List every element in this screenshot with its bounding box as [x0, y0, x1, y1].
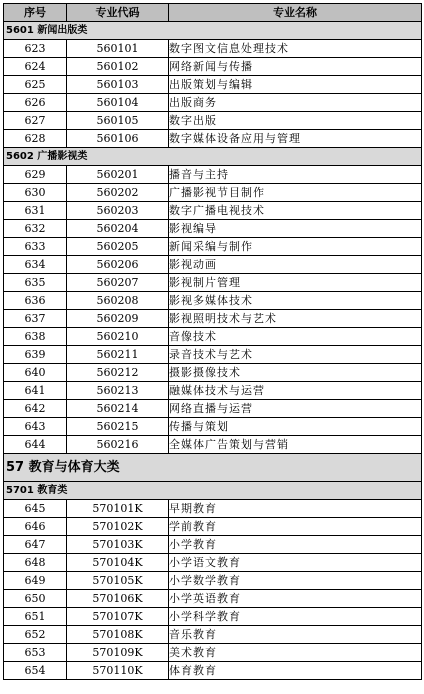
row-code: 570104K: [67, 554, 169, 572]
row-code: 560212: [67, 364, 169, 382]
row-name: 数字广播电视技术: [169, 202, 422, 220]
table-row: [4, 40, 422, 58]
table-row: [4, 94, 422, 112]
major-catalog-table: [3, 3, 422, 680]
row-name: 数字图文信息处理技术: [169, 40, 422, 58]
row-code: 560213: [67, 382, 169, 400]
row-seq: 638: [4, 328, 67, 346]
table-row: [4, 418, 422, 436]
row-code: 560204: [67, 220, 169, 238]
row-seq: 626: [4, 94, 67, 112]
table-row: [4, 238, 422, 256]
row-code: 560209: [67, 310, 169, 328]
subcategory-row: [4, 148, 422, 166]
row-name: 出版策划与编辑: [169, 76, 422, 94]
table-row: [4, 518, 422, 536]
table-row: [4, 292, 422, 310]
row-seq: 627: [4, 112, 67, 130]
row-seq: 635: [4, 274, 67, 292]
row-name: 录音技术与艺术: [169, 346, 422, 364]
subcategory-row: [4, 482, 422, 500]
row-name: 体育教育: [169, 662, 422, 680]
row-code: 570107K: [67, 608, 169, 626]
row-seq: 623: [4, 40, 67, 58]
table-row: [4, 626, 422, 644]
row-seq: 653: [4, 644, 67, 662]
row-seq: 651: [4, 608, 67, 626]
table-row: [4, 76, 422, 94]
row-name: 融媒体技术与运营: [169, 382, 422, 400]
row-name: 播音与主持: [169, 166, 422, 184]
row-name: 小学数学教育: [169, 572, 422, 590]
row-name: 新闻采编与制作: [169, 238, 422, 256]
table-body: [4, 22, 422, 680]
row-code: 560210: [67, 328, 169, 346]
row-code: 570106K: [67, 590, 169, 608]
row-name: 美术教育: [169, 644, 422, 662]
row-name: 影视编导: [169, 220, 422, 238]
row-name: 影视多媒体技术: [169, 292, 422, 310]
table-header: [4, 4, 422, 22]
row-name: 小学英语教育: [169, 590, 422, 608]
row-code: 560208: [67, 292, 169, 310]
row-seq: 629: [4, 166, 67, 184]
row-name: 全媒体广告策划与营销: [169, 436, 422, 454]
row-seq: 634: [4, 256, 67, 274]
header-seq: 序号: [4, 4, 67, 22]
table-row: [4, 130, 422, 148]
table-row: [4, 346, 422, 364]
row-name: 早期教育: [169, 500, 422, 518]
table-row: [4, 436, 422, 454]
subcategory-title: 5701 教育类: [4, 482, 422, 500]
row-code: 560106: [67, 130, 169, 148]
row-code: 560206: [67, 256, 169, 274]
row-code: 560104: [67, 94, 169, 112]
row-name: 影视照明技术与艺术: [169, 310, 422, 328]
table-row: [4, 328, 422, 346]
row-code: 560102: [67, 58, 169, 76]
row-code: 570108K: [67, 626, 169, 644]
row-code: 560211: [67, 346, 169, 364]
row-seq: 649: [4, 572, 67, 590]
table-row: [4, 382, 422, 400]
row-code: 570110K: [67, 662, 169, 680]
row-code: 560103: [67, 76, 169, 94]
row-seq: 654: [4, 662, 67, 680]
row-name: 数字媒体设备应用与管理: [169, 130, 422, 148]
table-row: [4, 274, 422, 292]
row-seq: 643: [4, 418, 67, 436]
table-row: [4, 220, 422, 238]
header-code: 专业代码: [67, 4, 169, 22]
row-code: 560201: [67, 166, 169, 184]
row-seq: 644: [4, 436, 67, 454]
row-code: 560214: [67, 400, 169, 418]
row-seq: 639: [4, 346, 67, 364]
row-seq: 652: [4, 626, 67, 644]
subcategory-row: [4, 22, 422, 40]
table-row: [4, 58, 422, 76]
table-row: [4, 310, 422, 328]
row-code: 560202: [67, 184, 169, 202]
table-row: [4, 590, 422, 608]
row-seq: 624: [4, 58, 67, 76]
row-seq: 630: [4, 184, 67, 202]
row-name: 影视制片管理: [169, 274, 422, 292]
row-name: 传播与策划: [169, 418, 422, 436]
row-seq: 641: [4, 382, 67, 400]
row-seq: 647: [4, 536, 67, 554]
row-name: 广播影视节目制作: [169, 184, 422, 202]
table-row: [4, 572, 422, 590]
table-row: [4, 364, 422, 382]
row-seq: 640: [4, 364, 67, 382]
row-code: 570102K: [67, 518, 169, 536]
row-seq: 633: [4, 238, 67, 256]
row-code: 560203: [67, 202, 169, 220]
header-name: 专业名称: [169, 4, 422, 22]
row-seq: 632: [4, 220, 67, 238]
row-code: 560215: [67, 418, 169, 436]
table-row: [4, 400, 422, 418]
row-seq: 650: [4, 590, 67, 608]
row-seq: 628: [4, 130, 67, 148]
row-code: 560216: [67, 436, 169, 454]
row-code: 560205: [67, 238, 169, 256]
table-row: [4, 184, 422, 202]
subcategory-title: 5601 新闻出版类: [4, 22, 422, 40]
row-name: 出版商务: [169, 94, 422, 112]
table-row: [4, 166, 422, 184]
row-seq: 642: [4, 400, 67, 418]
row-code: 560101: [67, 40, 169, 58]
row-name: 数字出版: [169, 112, 422, 130]
row-code: 570103K: [67, 536, 169, 554]
row-name: 影视动画: [169, 256, 422, 274]
row-seq: 625: [4, 76, 67, 94]
row-code: 570101K: [67, 500, 169, 518]
row-seq: 648: [4, 554, 67, 572]
row-code: 570109K: [67, 644, 169, 662]
table-row: [4, 662, 422, 680]
row-seq: 645: [4, 500, 67, 518]
row-code: 560207: [67, 274, 169, 292]
table-row: [4, 500, 422, 518]
row-name: 摄影摄像技术: [169, 364, 422, 382]
row-name: 小学语文教育: [169, 554, 422, 572]
row-seq: 631: [4, 202, 67, 220]
row-name: 网络新闻与传播: [169, 58, 422, 76]
row-code: 560105: [67, 112, 169, 130]
row-name: 网络直播与运营: [169, 400, 422, 418]
table-row: [4, 554, 422, 572]
row-name: 学前教育: [169, 518, 422, 536]
major-category-title: 57 教育与体育大类: [4, 454, 422, 482]
table-row: [4, 644, 422, 662]
row-code: 570105K: [67, 572, 169, 590]
row-seq: 646: [4, 518, 67, 536]
row-name: 小学科学教育: [169, 608, 422, 626]
table-row: [4, 112, 422, 130]
row-seq: 637: [4, 310, 67, 328]
row-name: 小学教育: [169, 536, 422, 554]
subcategory-title: 5602 广播影视类: [4, 148, 422, 166]
row-name: 音乐教育: [169, 626, 422, 644]
table-row: [4, 608, 422, 626]
table-row: [4, 256, 422, 274]
row-name: 音像技术: [169, 328, 422, 346]
table-row: [4, 536, 422, 554]
table-row: [4, 202, 422, 220]
row-seq: 636: [4, 292, 67, 310]
major-category-row: [4, 454, 422, 482]
